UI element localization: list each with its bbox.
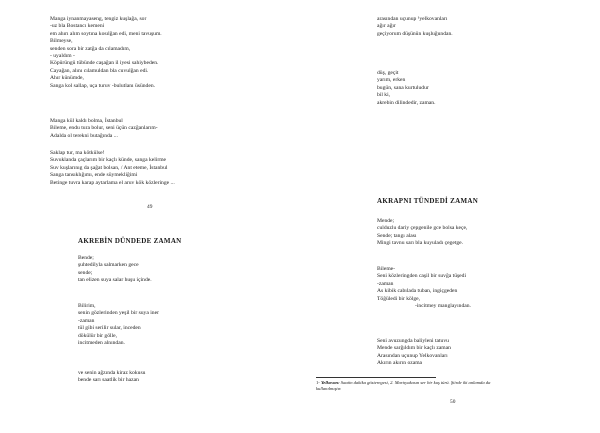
section-title: AKREBİN DÜNDEDE ZAMAN (78, 237, 182, 245)
left-stanza-1 (50, 16, 162, 90)
verse-line: Sanga tansıklığımı, ende süymekliğimi (50, 172, 138, 179)
page-number: 49 (147, 204, 153, 210)
verse-line: Mende sarğıldım bir kaçlı zaman (377, 345, 451, 352)
right-stanza-3 (377, 218, 467, 248)
verse-line: ağır ağır (377, 23, 396, 30)
footnote (316, 380, 516, 392)
right-stanza-4 (377, 266, 471, 310)
right-stanza-2 (377, 70, 436, 107)
verse-line: Töğüledi bir kölge, (377, 295, 421, 302)
verse-line: sende; (78, 269, 93, 276)
verse-line: tül gibi serilir sular, inceden (78, 325, 141, 332)
page-number: 50 (450, 399, 456, 405)
verse-line: Bileme- (377, 266, 396, 272)
verse-line: Adalda ol terekni butağında ... (50, 132, 118, 139)
verse-line: Ahır künümde, (50, 75, 84, 82)
verse-line: dökülür bir gölle, (78, 332, 117, 339)
verse-line: Bilmeyse, (50, 38, 73, 45)
right-stanza-1 (377, 16, 453, 38)
verse-line: Suvuklanda çaçlarım bir kaçlı künde, sanga kelirme (50, 157, 167, 164)
verse-line: arasından uçunup ¹yelkovanları (377, 16, 448, 22)
verse-line: şuhtedilyla salmarken gece (78, 262, 139, 269)
verse-line: Manga kül kaldı bolma, İstanbul (50, 118, 123, 124)
right-page (300, 0, 600, 433)
left-stanza-3 (50, 150, 175, 187)
verse-line: senden sora bir zatğa da cılamadım, (50, 45, 131, 52)
verse-line: Cayağan, alını cılamuldan bla cuvulğan edi. (50, 67, 149, 74)
verse-line: -zaman (377, 280, 394, 287)
footnote-text: Saatin dakika gösteregesi, 2. Martıyakasın ser bir kuş türü. Şiirde iki anlamda da kullanılmıştır. (316, 380, 491, 391)
verse-line: geçiyorum düşünün kuşluğundan. (377, 30, 453, 37)
verse-line: düş, geçit (377, 70, 399, 76)
verse-line: incitmeden alnından. (78, 340, 125, 347)
verse-line: em ahırı alım soytına kosılğan edi, meni tavuşum. (50, 30, 162, 37)
verse-line: tan elizen suya salar huşu içinde. (78, 277, 152, 284)
verse-line: bil ki, (377, 92, 391, 99)
verse-line: bende sarı saatlik bir hazan (78, 377, 139, 384)
right-stanza-5 (377, 338, 451, 368)
verse-line: akrebin dilindedir, zaman. (377, 99, 436, 106)
left-stanza-6 (78, 370, 145, 385)
verse-line: Suv kuşlarınıg da şağat bolsan, / Ant eteme, İstanbul (50, 164, 168, 171)
verse-line: bugün, sana kurtuludur (377, 84, 429, 91)
verse-line: Saklap tur, ma kötkülse! (50, 150, 105, 156)
verse-line: -uz bla Bostancı kemeni (50, 23, 105, 30)
footnote-marker: 1- (316, 380, 320, 385)
verse-line: Manga iynanmayaseng, tengiz kuşlağa, sor (50, 16, 147, 22)
verse-line: Bileme, endu tura bolur, seni üçün cazğanlarım- (50, 125, 158, 132)
verse-line: Bende; (78, 255, 94, 261)
verse-line: Akırın akırın ozama (377, 360, 423, 367)
footnote-rule (316, 377, 436, 378)
verse-line: senin gözlerinden yeşil bir suya iner (78, 310, 159, 317)
left-stanza-2 (50, 118, 158, 140)
left-stanza-5 (78, 303, 159, 347)
footnote-term: Yelkovan: (320, 380, 340, 385)
verse-line: Mende; (377, 218, 395, 224)
left-stanza-4 (78, 255, 152, 285)
verse-line: - uyaldım - (50, 53, 75, 60)
verse-line: Seni közleringden caşil bir suvğa tüşedi (377, 273, 467, 280)
verse-line: Bilirim, (78, 303, 96, 309)
verse-line: Sanga kol sallap, uça turuv -bulutlanı üsünden. (50, 82, 156, 89)
section-title: AKRAPNI TÜNDEDİ ZAMAN (377, 197, 479, 205)
verse-line: As kibik cabılada tuban, ingiçgeden (377, 288, 458, 295)
verse-line: -incitmey manglayından. (415, 303, 471, 310)
verse-line: culduzlu dariy çepgenile gce bolsa keçe, (377, 225, 468, 232)
verse-line: Mingi tavnu sarı bla kuyuladı çegetge. (377, 240, 464, 247)
verse-line: Seni avuzungda baliyleni tatuvu (377, 338, 449, 344)
verse-line: Sende; tangı alası (377, 232, 417, 239)
verse-line: ve senin ağzında kiraz kokusu (78, 370, 146, 376)
verse-line: Köpürüngü tübünde caşağan il iyesi sahiybeden. (50, 60, 159, 67)
verse-line: Arasından uçunup Yelkovanları (377, 352, 448, 359)
verse-line: -zaman (78, 317, 95, 324)
verse-line: Betinge tuvra karap aytarlama el aruv kök közleringe ... (50, 179, 175, 186)
verse-line: yarım, erken (377, 77, 406, 84)
